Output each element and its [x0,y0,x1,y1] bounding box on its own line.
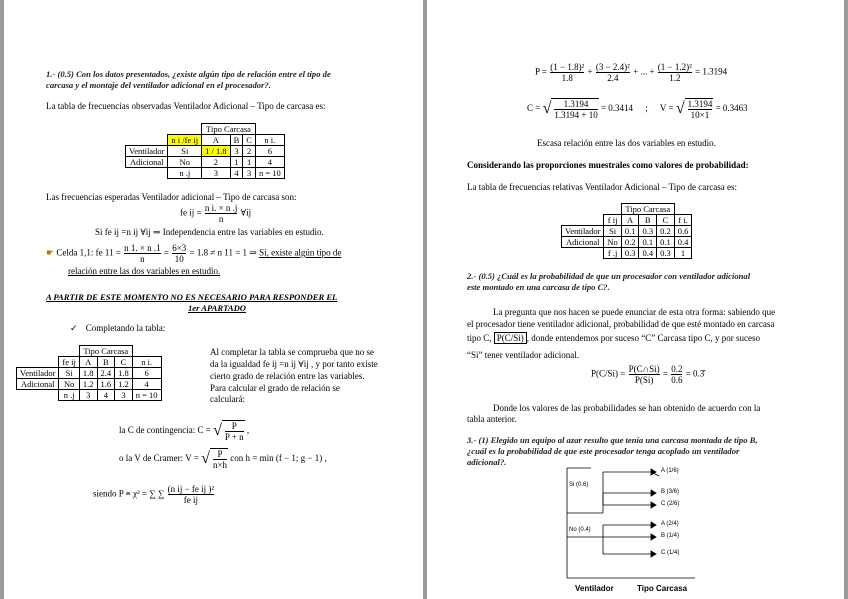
check-icon: ✓ [70,323,78,333]
expected-frequency-table [16,345,162,401]
source-note-2: tabla anterior. [467,414,517,424]
table-cell: 6 [132,368,161,379]
table-cell: 0.2 [657,226,675,237]
table-cell: B [639,215,657,226]
table-cell: Adicional [562,237,604,248]
table-cell: No [604,237,621,248]
table-cell: 1.2 [115,379,133,390]
table-header: Tipo Carcasa [621,204,674,215]
conditional-probability: P(C/Si) = $\frac{P(C\cap Si)}{P(Si)}$ = $\frac{0.2}{0.6}$ = 0.3̂ [591,364,705,385]
table-cell: 4 [255,157,284,168]
table-cell: A [621,215,639,226]
table-cell: f .j [604,248,621,259]
table-header: Tipo Carcasa [79,346,132,357]
table-cell: 4 [97,390,115,401]
table-cell: C [243,135,256,146]
table-cell: n = 10 [132,390,161,401]
tree-leaf: A (2/4) [661,521,679,527]
weak-relation-note: Escasa relación entre las dos variables en estudio. [537,138,716,148]
table-cell: 1 / 1.8 [202,146,231,157]
table-cell: 4 [132,379,161,390]
document-page-right [427,0,844,599]
table-cell: n i. [255,135,284,146]
tree-leaf: C (2/6) [661,501,680,507]
q2-paragraph-2: el procesador tiene ventilador adicional, probabilidad de que esté montado en carcasa [467,319,775,329]
chi-square-calc: P = $\frac{\text{(1 − 1.8)²}}{1.8}$ + $\frac{\text{(3 − 2.4)²}}{2.4}$ + ... + $\frac{\text{(1 − 1.2)²}}{1.2}$ = 1.3194 [535,62,728,83]
expected-intro: Las frecuencias esperadas Ventilador adicional – Tipo de carcasa son: [46,192,297,202]
table-cell: B [97,357,115,368]
table-cell: 0.6 [674,226,692,237]
table-cell: 1 [243,157,256,168]
tree-branch-no: No (0.4) [569,527,591,533]
table-cell: A [202,135,231,146]
table-cell: 3 [202,168,231,179]
table-cell: No [168,157,202,168]
table-cell: No [59,379,79,390]
table-cell: n i. [132,357,161,368]
table-cell: f ij [604,215,621,226]
banner-line-2: 1er APARTADO [188,303,247,313]
relative-table-intro: La tabla de frecuencias relativas Ventilador Adicional – Tipo de carcasa es: [467,182,737,192]
table-cell: n .j [168,168,202,179]
q2-paragraph-3: tipo C, P(C/Si) , donde entendemos por suceso “C” Carcasa tipo C, y por suceso [467,333,760,343]
table-cell: Ventilador [562,226,604,237]
c-and-v-results: C = √ $\frac{1.3194}{1.3194 + 10}$ = 0.3414 ; V = √ $\frac{1.3194}{10\times 1}$ = 0.3463 [527,99,748,120]
table-cell: 0.3 [621,248,639,259]
table-cell: 0.4 [639,248,657,259]
source-note-1: Donde los valores de las probabilidades se han obtenido de acuerdo con la [493,403,761,413]
question-3-line-2: ¿cuál es la probabilidad de que este procesador tenga acoplado un ventilador [467,446,740,456]
tree-branch-si: Si (0.6) [569,482,589,488]
table-cell: Si [59,368,79,379]
table-cell: 2 [202,157,231,168]
banner-line-1: A PARTIR DE ESTE MOMENTO NO ES NECESARIO PARA RESPONDER EL [46,292,338,302]
independence-rule: Si fe ij =n ij ∀ij ⇒ Independencia entre las variables en estudio. [95,227,324,237]
table-cell: 0.1 [657,237,675,248]
table-cell: 1.2 [79,379,97,390]
tree-label-tipo-carcasa: Tipo Carcasa [637,584,688,593]
table-cell: Si [604,226,621,237]
question-2-line-2: este montado en una carcasa de tipo C?. [467,282,610,292]
side-text-4: Para calcular el grado de relación se [210,383,340,393]
table-cell: 0.4 [674,237,692,248]
table-cell: 1.6 [97,379,115,390]
tree-leaf: A (1/6) [661,468,679,474]
cell-1-1-calc: ☛ Celda 1,1: fe 11 = $\frac{n 1. \times n .1}{n}$ = $\frac{6\times 3}{10}$ = 1.8 ≠ n 11 = 1 ⇒ Sí, existe algún tipo de [46,243,342,264]
table-cell: 3 [243,168,256,179]
tree-leaf: B (3/6) [661,489,680,495]
completing-table: ✓ Completando la tabla: [70,323,166,333]
side-text-1: Al completar la tabla se comprueba que no se [210,347,374,357]
table-cell: 0.1 [639,237,657,248]
table-header: Tipo Carcasa [202,124,256,135]
q2-paragraph-1: La pregunta que nos hacen se puede enunciar de esta otra forma: sabiendo que [493,307,776,317]
table-cell: C [657,215,675,226]
cramer-formula: o la V de Cramer: V = √ $\frac{P}{n\times h}$ con h = min (f − 1; g − 1) , [119,449,327,470]
table-cell: 0.3 [657,248,675,259]
table-cell: B [230,135,243,146]
question-1-line-1: 1.- (0.5) Con los datos presentados, ¿existe algún tipo de relación entre el tipo de [46,69,331,79]
table-cell: fe ij [59,357,79,368]
table-cell: n .j [59,390,79,401]
table-cell: 1.8 [79,368,97,379]
relative-frequency-table [561,203,692,259]
table-cell: 0.1 [621,226,639,237]
hand-pointer-icon: ☛ [46,247,55,258]
chi-square-formula: siendo P ≡ χ² = ∑ ∑ $\frac{\text{(n ij − fe ij )²}}{\text{fe ij}}$ [93,484,215,505]
table-cell: 6 [255,146,284,157]
table-cell: Ventilador [126,146,168,157]
table-cell: 2 [243,146,256,157]
table-cell: 3 [79,390,97,401]
table-cell: n i /fe ij [168,135,202,146]
table-cell: 3 [115,390,133,401]
q2-paragraph-4: “Si” tener ventilador adicional. [467,350,579,360]
tree-leaf: C (1/4) [661,550,680,556]
table-cell: f i. [674,215,692,226]
table-cell: C [115,357,133,368]
question-1-line-2: carcasa y el montaje del ventilador adicional en el procesador?. [46,80,271,90]
observed-table-intro: La tabla de frecuencias observadas Ventilador Adicional – Tipo de carcasa es: [46,101,326,111]
table-cell: 0.2 [621,237,639,248]
expected-formula: fe ij = $\frac{\text{n i. × n .j}}{n}$ ∀ij [180,203,252,224]
cell-1-1-conclusion: relación entre las dos variables en estudio. [68,266,221,276]
tree-leaf: B (1/4) [661,533,680,539]
table-cell: n = 10 [255,168,284,179]
side-text-5: calculará: [210,394,245,404]
table-cell: 2.4 [97,368,115,379]
contingency-formula: la C de contingencia: C = √ $\frac{P}{P + n}$ , [119,421,250,442]
table-cell: 1 [230,157,243,168]
question-3-line-1: 3.- (1) Elegido un equipo al azar resulto que tenía una carcasa montada de tipo B, [467,435,758,445]
considering-heading: Considerando las proporciones muestrales como valores de probabilidad: [467,160,749,170]
question-3-line-3: adicional?. [467,457,507,467]
table-cell: 1.8 [115,368,133,379]
observed-frequency-table [125,123,285,179]
table-cell: 4 [230,168,243,179]
document-page-left [4,0,423,599]
side-text-3: cierto grado de relación entre las variables. [210,371,365,381]
table-cell: Si [168,146,202,157]
table-cell: 1 [674,248,692,259]
tree-label-ventilador: Ventilador [575,584,614,593]
table-cell: 0.3 [639,226,657,237]
probability-tree [563,467,697,581]
side-text-2: da la igualdad fe ij =n ij ∀ij , y por tanto existe [210,359,378,369]
table-cell: 3 [230,146,243,157]
table-cell: Ventilador [17,368,59,379]
question-2-line-1: 2.- (0.5) ¿Cuál es la probabilidad de que un procesador con ventilador adicional [467,271,751,281]
table-cell: Adicional [17,379,59,390]
table-cell: A [79,357,97,368]
table-cell: Adicional [126,157,168,168]
